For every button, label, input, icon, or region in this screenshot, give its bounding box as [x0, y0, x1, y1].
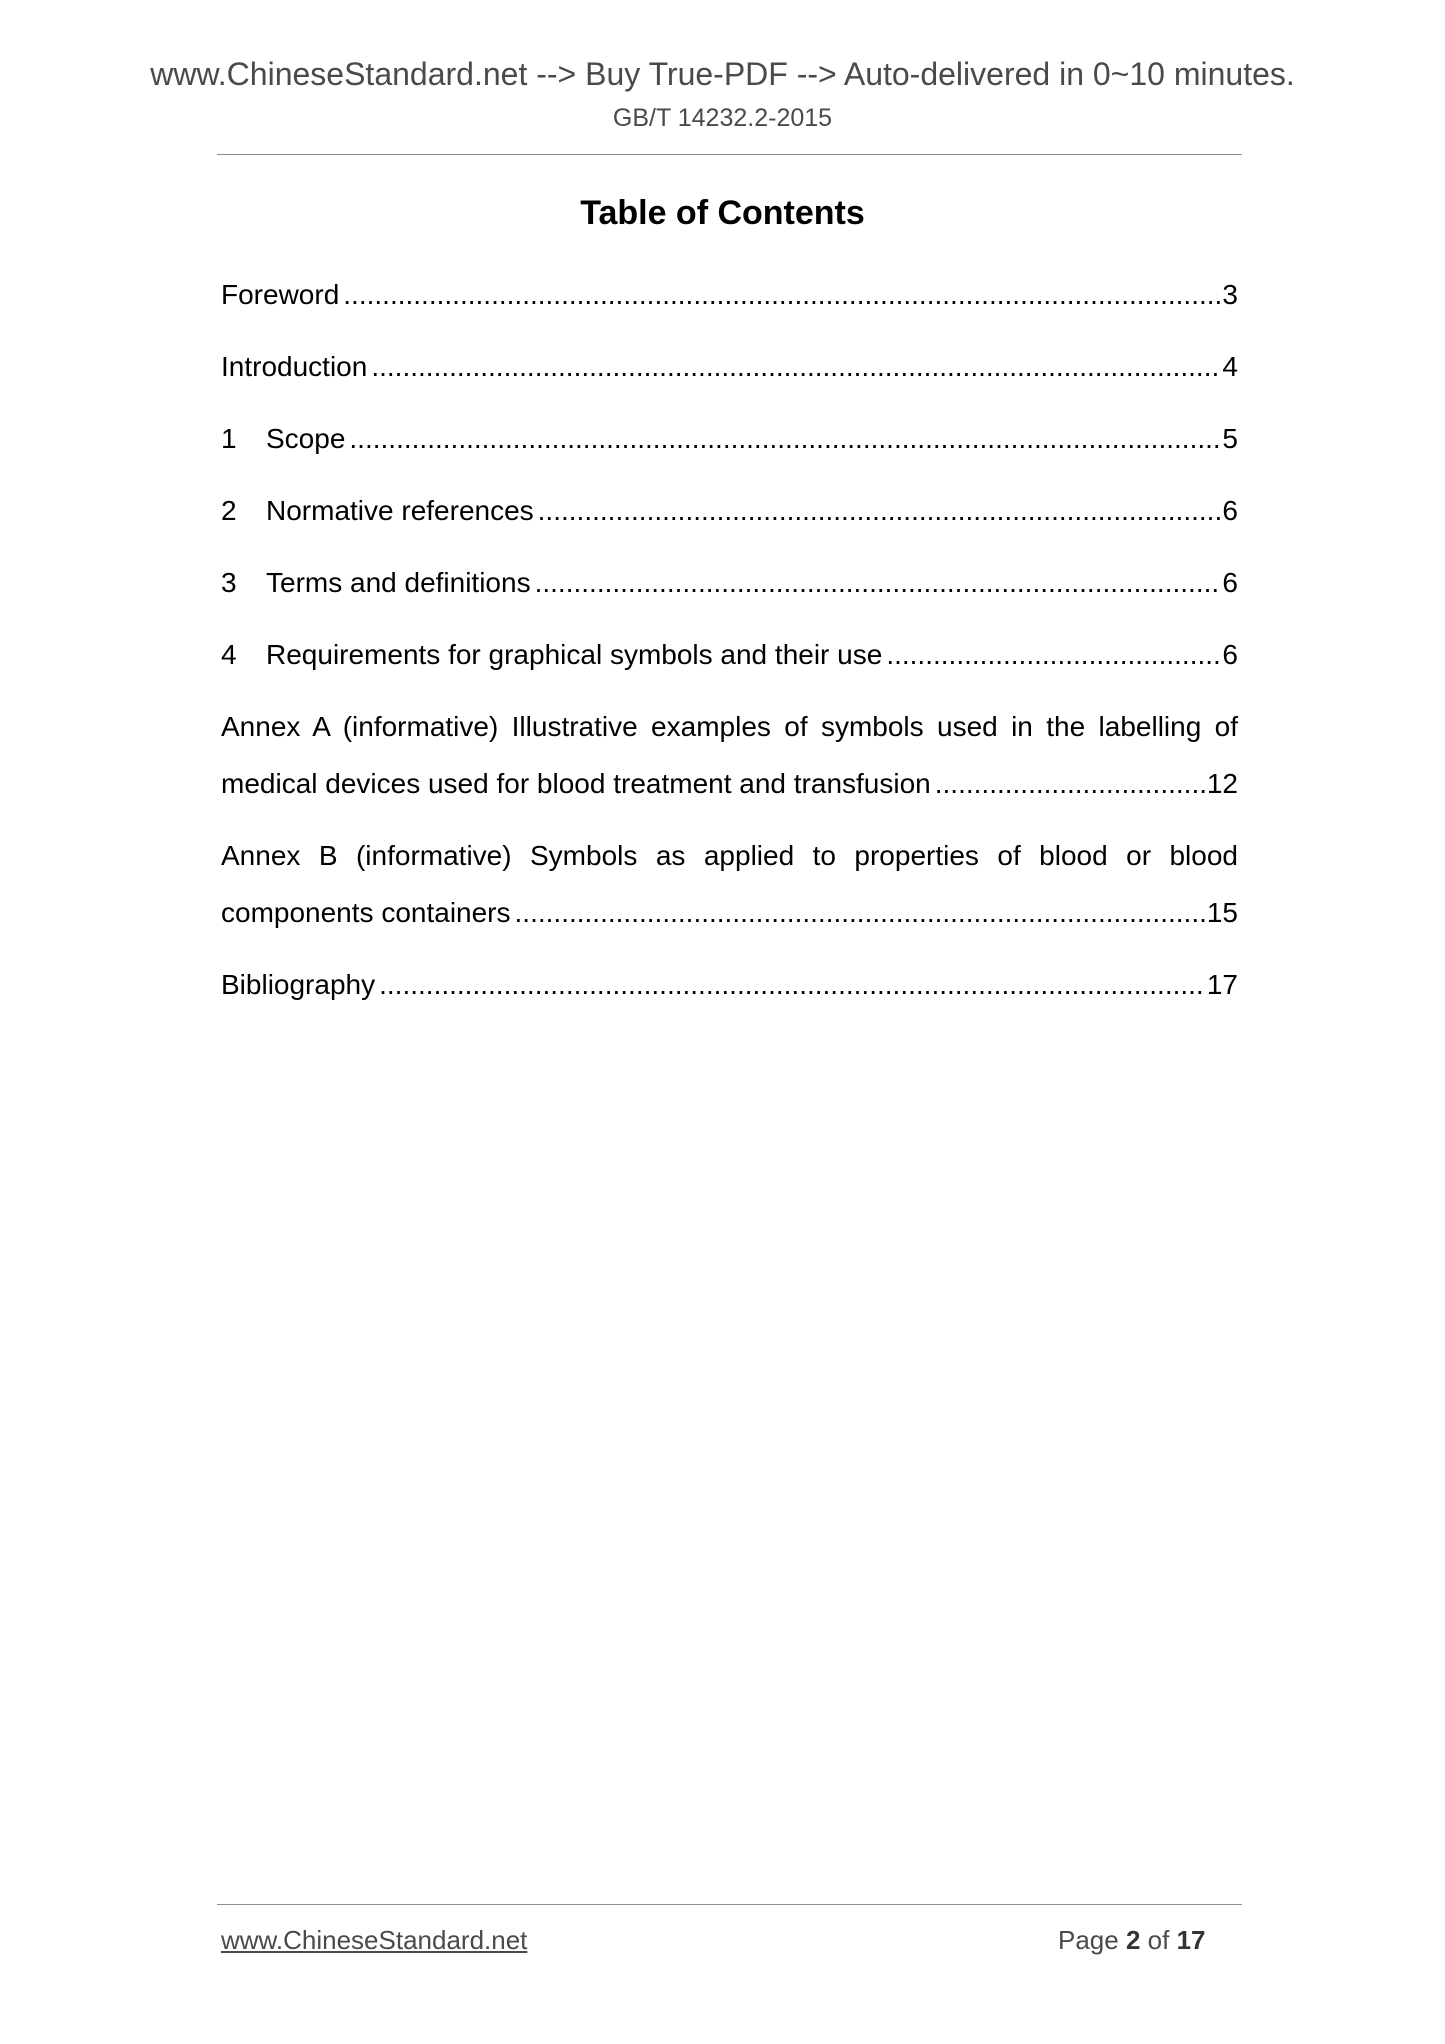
toc-leader-dots	[886, 641, 1220, 669]
toc-page-number: 15	[1206, 897, 1238, 928]
toc-entry-label: Introduction	[221, 351, 368, 382]
toc-page-number: 6	[1222, 495, 1238, 526]
current-page-number: 2	[1125, 1925, 1141, 1955]
toc-entry-label-line2: medical devices used for blood treatment and transfusion	[221, 768, 931, 799]
toc-entry-foreword[interactable]	[221, 281, 1238, 315]
toc-entry-terms-definitions[interactable]	[221, 569, 1238, 603]
toc-entry-bibliography[interactable]	[221, 971, 1238, 1005]
toc-page-number: 3	[1222, 279, 1238, 310]
toc-leader-dots	[343, 281, 1220, 309]
toc-page-number: 6	[1222, 567, 1238, 598]
footer-page-indicator	[1058, 1927, 1206, 1953]
site-banner: www.ChineseStandard.net --> Buy True-PDF --> Auto-delivered in 0~10 minutes.	[150, 56, 1295, 92]
toc-entry-line2	[221, 770, 1238, 804]
toc-page-number: 4	[1222, 351, 1238, 382]
header-divider	[217, 154, 1242, 155]
toc-title: Table of Contents	[580, 194, 865, 232]
document-code: GB/T 14232.2-2015	[612, 104, 833, 132]
toc-leader-dots	[371, 353, 1220, 381]
toc-entry-label-line1: Annex A (informative) Illustrative examples of symbols used in the labelling of	[221, 711, 1238, 742]
toc-leader-dots	[538, 497, 1221, 525]
toc-page-number: 6	[1222, 639, 1238, 670]
toc-entry-label: Bibliography	[221, 969, 376, 1000]
toc-page-number: 17	[1206, 969, 1238, 1000]
toc-page-number: 12	[1206, 768, 1238, 799]
toc-entry-label: Scope	[266, 423, 346, 454]
toc-entry-label-line2: components containers	[221, 897, 511, 928]
total-page-count: 17	[1176, 1925, 1206, 1955]
toc-entry-label: Requirements for graphical symbols and their use	[266, 639, 883, 670]
footer-website-link[interactable]: www.ChineseStandard.net	[221, 1925, 528, 1955]
page-of-label: of	[1147, 1925, 1170, 1955]
footer-divider	[217, 1904, 1242, 1905]
toc-entry-line2	[221, 899, 1238, 933]
toc-page-number: 5	[1222, 423, 1238, 454]
toc-entry-normative-references[interactable]	[221, 497, 1238, 531]
toc-section-number: 3	[221, 567, 237, 598]
toc-entry-label: Normative references	[266, 495, 534, 526]
toc-leader-dots	[935, 770, 1205, 798]
toc-entry-requirements[interactable]	[221, 641, 1238, 675]
page-prefix: Page	[1058, 1925, 1119, 1955]
toc-section-number: 2	[221, 495, 237, 526]
toc-entry-label: Foreword	[221, 279, 340, 310]
toc-section-number: 4	[221, 639, 237, 670]
toc-entry-label: Terms and definitions	[266, 567, 531, 598]
toc-leader-dots	[349, 425, 1220, 453]
toc-leader-dots	[379, 971, 1205, 999]
toc-section-number: 1	[221, 423, 237, 454]
toc-leader-dots	[535, 569, 1221, 597]
toc-entry-introduction[interactable]	[221, 353, 1238, 387]
toc-leader-dots	[515, 899, 1205, 927]
toc-entry-label-line1: Annex B (informative) Symbols as applied to properties of blood or blood	[221, 840, 1238, 871]
toc-entry-scope[interactable]	[221, 425, 1238, 459]
